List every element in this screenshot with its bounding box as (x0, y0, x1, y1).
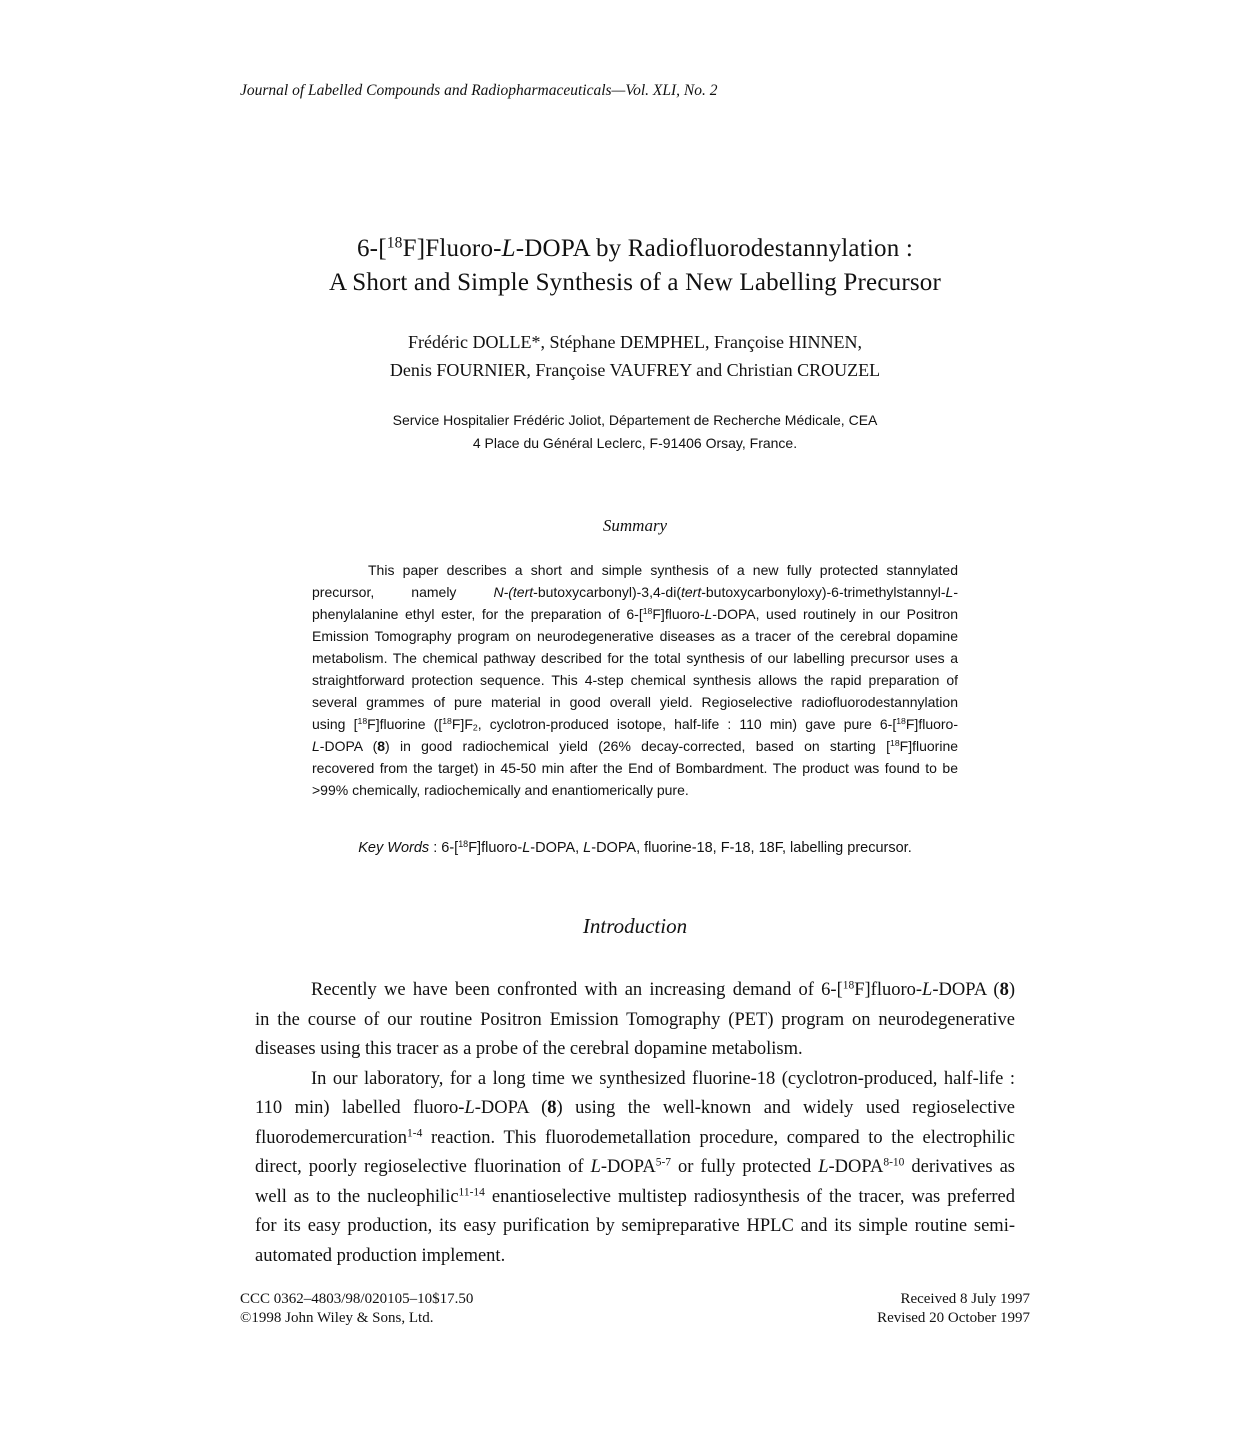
revised-date: Revised 20 October 1997 (877, 1310, 1030, 1326)
abstract-line: precursor, namely N-(tert-butoxycarbonyl)-3,4-di(tert-butoxycarbonyloxy)-6-trimethylstannyl-L- (312, 584, 959, 600)
affiliation-line-2: 4 Place du Général Leclerc, F-91406 Orsay, France. (472, 435, 798, 451)
summary-heading: Summary (602, 516, 668, 535)
affiliation (300, 409, 970, 455)
authors-line-1: Frédéric DOLLE*, Stéphane DEMPHEL, Françoise HINNEN, (408, 332, 862, 352)
introduction-body (255, 976, 1015, 1271)
paragraph: In our laboratory, for a long time we synthesized fluorine-18 (cyclotron-produced, half-life : 110 min) labelled fluoro-L-DOPA (8) using the well-known and widely used regioselective fluorodemercuration$^{1-4}$ reaction. This fluorodemetallation procedure, compared to the electrophilic direct, poorly regioselective fluorination of L-DOPA$^{5-7}$ or fully protected L-DOPA$^{8-10}$ derivatives as well as to the nucleophilic$^{11-14}$ enantioselective multistep radiosynthesis of the tracer, was preferred for its easy production, its easy purification by semipreparative HPLC and its simple routine semi- automated production implement. (255, 1068, 1015, 1266)
abstract-line: >99% chemically, radiochemically and enantiomerically pure. (312, 782, 689, 798)
paper-title (200, 232, 1070, 300)
received-date: Received 8 July 1997 (900, 1291, 1030, 1307)
journal-header: Journal of Labelled Compounds and Radiopharmaceuticals—Vol. XLI, No. 2 (240, 82, 718, 99)
abstract-line: Emission Tomography program on neurodegenerative diseases as a tracer of the cerebral dopamine (312, 628, 958, 644)
copyright: ©1998 John Wiley & Sons, Ltd. (240, 1310, 434, 1326)
abstract-line: This paper describes a short and simple synthesis of a new fully protected stannylated (368, 562, 958, 578)
ccc-code: CCC 0362–4803/98/020105–10$17.50 (240, 1291, 474, 1307)
abstract-line: several grammes of pure material in good overall yield. Regioselective radiofluorodestannylation (312, 694, 958, 710)
keywords: Key Words : 6-[$^{18}$F]fluoro-L-DOPA, L-DOPA, fluorine-18, F-18, 18F, labelling precursor. (358, 839, 912, 856)
abstract-line: using [$^{18}$F]fluorine ($[^{18}F]F_2$, cyclotron-produced isotope, half-life : 110 min) gave pure 6-[$^{18}$F]fluoro- (312, 716, 958, 733)
keywords-label: Key Words (358, 840, 430, 856)
abstract (312, 559, 958, 801)
title-line-2: A Short and Simple Synthesis of a New Labelling Precursor (328, 269, 941, 296)
title-line-1: 6-[$^{18}$F]Fluoro-L-DOPA by Radiofluorodestannylation : (356, 234, 914, 262)
abstract-line: straightforward protection sequence. This 4-step chemical synthesis allows the rapid preparation of (312, 672, 958, 688)
affiliation-line-1: Service Hospitalier Frédéric Joliot, Département de Recherche Médicale, CEA (392, 412, 878, 428)
authors-line-2: Denis FOURNIER, Françoise VAUFREY and Christian CROUZEL (389, 360, 881, 380)
abstract-line: L-DOPA (8) in good radiochemical yield (26% decay-corrected, based on starting [$^{18}$F]fluorine (312, 738, 959, 754)
footer-dates (820, 1290, 1030, 1328)
abstract-line: recovered from the target) in 45-50 min after the End of Bombardment. The product was found to be (312, 760, 958, 776)
footer-publication-info (240, 1290, 473, 1328)
paragraph: Recently we have been confronted with an increasing demand of 6-[$^{18}$F]fluoro-L-DOPA (8) in the course of our routine Positron Emission Tomography (PET) program on neurodegenerative diseases using this tracer as a probe of the cerebral dopamine metabolism. (255, 979, 1015, 1059)
abstract-line: phenylalanine ethyl ester, for the preparation of 6-[$^{18}$F]fluoro-L-DOPA, used routinely in our Positron (312, 606, 958, 622)
abstract-line: metabolism. The chemical pathway described for the total synthesis of our labelling precursor uses a (312, 650, 958, 666)
introduction-heading: Introduction (582, 914, 688, 938)
author-list (250, 328, 1020, 384)
